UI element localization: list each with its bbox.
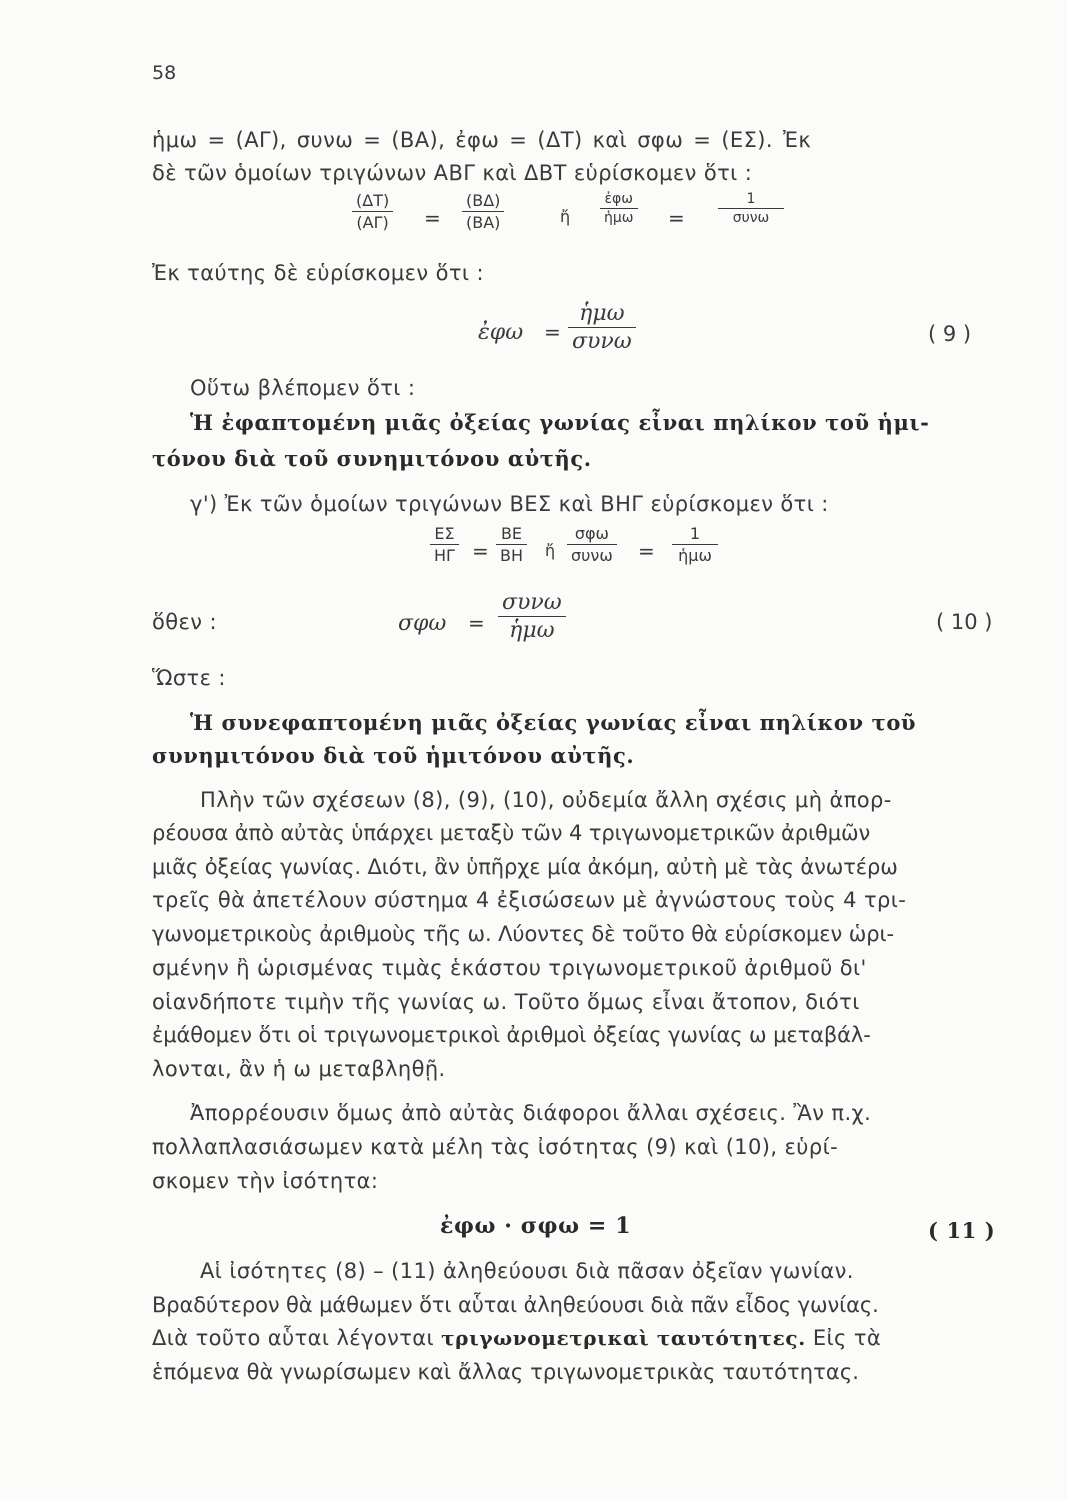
theorem-line: τόνου διὰ τοῦ συνημιτόνου αὐτῆς. (152, 446, 592, 471)
paragraph-line: μιᾶς ὀξείας γωνίας. Διότι, ἂν ὑπῆρχε μία ἀκόμη, αὐτὴ μὲ τὰς ἀνωτέρω (152, 855, 898, 879)
paragraph-line (152, 1326, 881, 1350)
theorem-line: Ἡ ἐφαπτομένη μιᾶς ὀξείας γωνίας εἶναι πηλίκον τοῦ ἡμι- (190, 410, 930, 435)
equation-label: ( 9 ) (928, 322, 972, 346)
term-bold: τριγωνομετρικαὶ ταυτότητες. (441, 1326, 806, 1350)
equation-expression: ἐφω · σφω = 1 (440, 1213, 632, 1239)
fraction (600, 191, 638, 226)
fraction (568, 301, 636, 354)
paragraph-line: Αἱ ἰσότητες (8) – (11) ἀληθεύουσι διὰ πᾶσαν ὀξεῖαν γωνίαν. (200, 1259, 854, 1283)
equals-sign: = (638, 539, 655, 563)
paragraph-line: Ἀπορρέουσιν ὅμως ἀπὸ αὐτὰς διάφοροι ἄλλαι σχέσεις. Ἂν π.χ. (190, 1101, 872, 1125)
paragraph-line: τρεῖς θὰ ἀπετέλουν σύστημα 4 ἐξισώσεων μὲ ἀγνώστους τοὺς 4 τρι- (152, 888, 907, 912)
equation-lhs: ἐφω (478, 320, 524, 345)
denominator: ἡμω (509, 618, 555, 643)
equals-sign: = (468, 611, 485, 635)
fraction (718, 191, 784, 226)
numerator: (ΒΔ) (466, 191, 501, 210)
denominator: ἡμω (604, 210, 634, 226)
numerator: (ΔΤ) (356, 191, 390, 210)
numerator: ΒΕ (500, 524, 523, 543)
paragraph-line: πολλαπλασιάσωμεν κατὰ μέλη τὰς ἰσότητας (9) καὶ (10), εὑρί- (152, 1135, 839, 1159)
denominator: (ΒΑ) (466, 213, 501, 232)
text-line: Ὥστε : (152, 666, 226, 690)
numerator: ΕΣ (434, 524, 455, 543)
equation-label: ( 11 ) (928, 1218, 996, 1243)
denominator: συνω (572, 329, 632, 354)
fraction (672, 524, 718, 565)
page-number: 58 (152, 62, 177, 84)
paragraph-line: ρέουσα ἀπὸ αὐτὰς ὑπάρχει μεταξὺ τῶν 4 τριγωνομετρικῶν ἀριθμῶν (152, 821, 871, 845)
theorem-line: Ἡ συνεφαπτομένη μιᾶς ὀξείας γωνίας εἶναι πηλίκον τοῦ (190, 710, 917, 735)
numerator: 1 (689, 524, 701, 543)
paragraph-line: ἐμάθομεν ὅτι οἱ τριγωνομετρικοὶ ἀριθμοὶ ὀξείας γωνίας ω μεταβάλ- (152, 1023, 871, 1047)
paragraph-line: γωνομετρικοὺς ἀριθμοὺς τῆς ω. Λύοντες δὲ τοῦτο θὰ εὑρίσκομεν ὡρι- (152, 922, 894, 946)
fraction (430, 524, 459, 565)
denominator: συνω (732, 210, 770, 226)
text-line: δὲ τῶν ὁμοίων τριγώνων ΑΒΓ καὶ ΔΒΤ εὑρίσκομεν ὅτι : (152, 161, 753, 185)
fraction (567, 524, 617, 565)
denominator: συνω (571, 546, 613, 565)
theorem-line: συνημιτόνου διὰ τοῦ ἡμιτόνου αὐτῆς. (152, 743, 635, 768)
equals-sign: = (668, 206, 685, 230)
text-line: γ') Ἐκ τῶν ὁμοίων τριγώνων ΒΕΣ καὶ ΒΗΓ εὑρίσκομεν ὅτι : (190, 492, 829, 516)
paragraph-line: λονται, ἂν ἡ ω μεταβληθῇ. (152, 1057, 446, 1081)
paragraph-line: οἱανδήποτε τιμὴν τῆς γωνίας ω. Τοῦτο ὅμως εἶναι ἄτοπον, διότι (152, 990, 860, 1014)
or-word: ἤ (560, 207, 571, 226)
text-line: ὅθεν : (152, 610, 217, 634)
text-line: ἡμω = (ΑΓ), συνω = (ΒΑ), ἐφω = (ΔΤ) καὶ σφω = (ΕΣ). Ἐκ (152, 128, 812, 152)
equals-sign: = (472, 539, 489, 563)
text-line: Ἐκ ταύτης δὲ εὑρίσκομεν ὅτι : (152, 261, 484, 285)
paragraph-line: ἑπόμενα θὰ γνωρίσωμεν καὶ ἄλλας τριγωνομετρικὰς ταυτότητας. (152, 1360, 860, 1384)
denominator: ΗΓ (434, 546, 455, 565)
numerator: σφω (574, 524, 609, 543)
numerator: 1 (746, 191, 756, 207)
numerator: ἐφω (604, 191, 634, 207)
paragraph-text: Εἰς τὰ (812, 1326, 882, 1350)
equation-label: ( 10 ) (936, 610, 993, 634)
paragraph-line: Πλὴν τῶν σχέσεων (8), (9), (10), οὐδεμία ἄλλη σχέσις μὴ ἀπορ- (200, 788, 892, 812)
numerator: ἡμω (579, 301, 625, 326)
text-line: Οὕτω βλέπομεν ὅτι : (190, 376, 416, 400)
equals-sign: = (544, 320, 561, 344)
fraction (496, 524, 527, 565)
paragraph-text: Διὰ τοῦτο αὗται λέγονται (152, 1326, 435, 1350)
or-word: ἤ (545, 541, 556, 560)
denominator: (ΑΓ) (356, 213, 389, 232)
fraction (352, 191, 393, 232)
equals-sign: = (424, 206, 441, 230)
numerator: συνω (502, 590, 562, 615)
denominator: ΒΗ (500, 546, 524, 565)
equation-lhs: σφω (398, 611, 447, 636)
denominator: ἡμω (678, 546, 712, 565)
fraction (498, 590, 566, 643)
paragraph-line: Βραδύτερον θὰ μάθωμεν ὅτι αὗται ἀληθεύουσι διὰ πᾶν εἶδος γωνίας. (152, 1293, 879, 1317)
paragraph-line: σκομεν τὴν ἰσότητα: (152, 1169, 379, 1193)
paragraph-line: σμένην ἢ ὡρισμένας τιμὰς ἑκάστου τριγωνομετρικοῦ ἀριθμοῦ δι' (152, 956, 867, 980)
fraction (462, 191, 504, 232)
